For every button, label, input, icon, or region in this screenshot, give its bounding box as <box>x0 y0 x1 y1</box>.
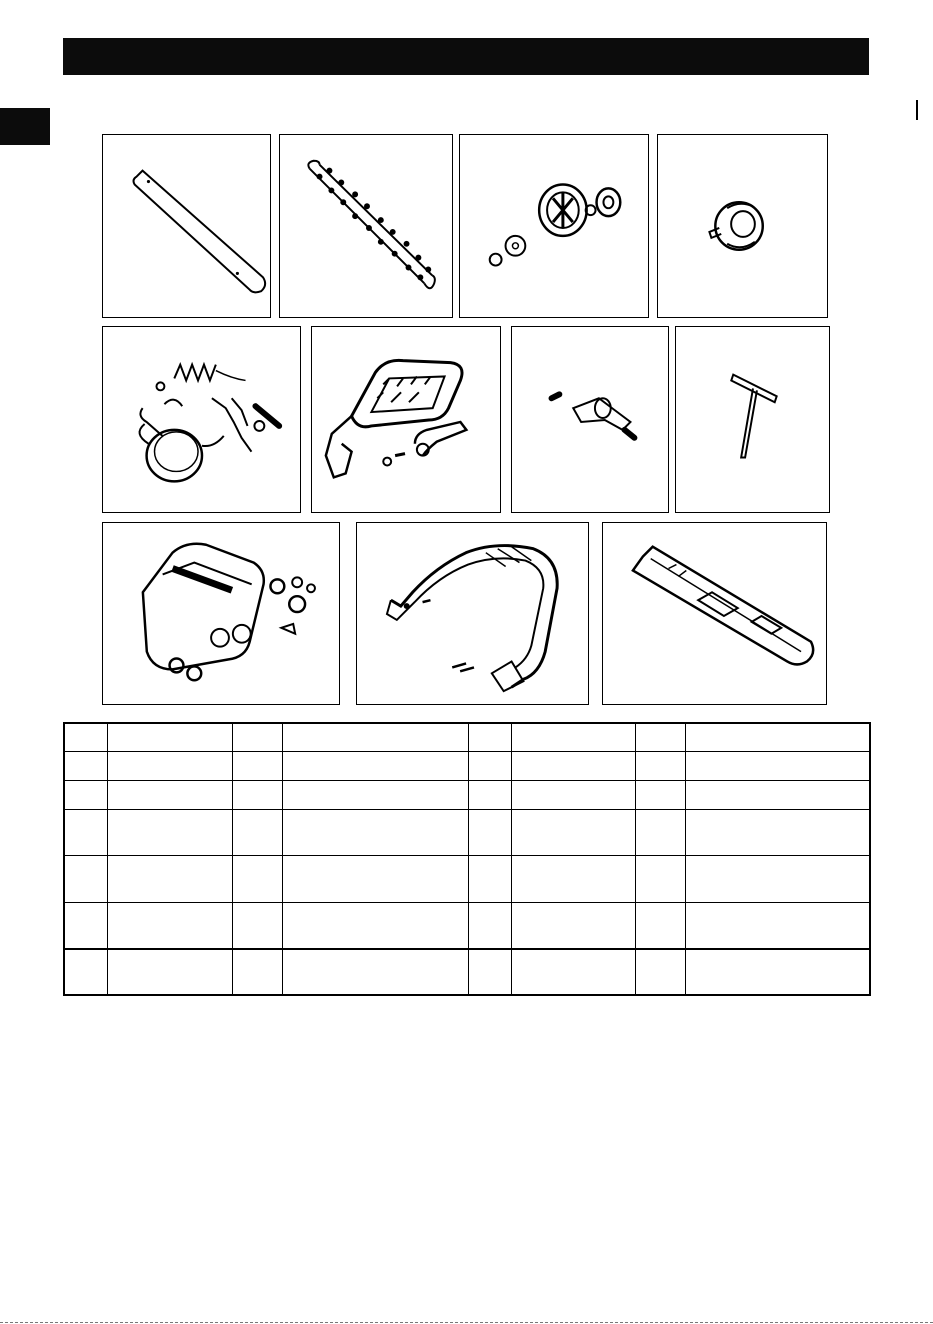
panel-bar-cover <box>602 522 827 705</box>
chain-tensioner-icon <box>512 327 668 512</box>
table-cell <box>107 751 232 780</box>
table-cell <box>232 949 282 995</box>
saw-chain-icon <box>280 135 452 317</box>
table-row <box>64 780 870 809</box>
table-cell <box>232 751 282 780</box>
table-row <box>64 902 870 949</box>
front-handle-icon <box>357 523 588 704</box>
table-cell <box>107 809 232 855</box>
panel-clutch-drum <box>459 134 649 318</box>
panel-hand-guard <box>311 326 501 513</box>
table-cell <box>685 902 870 949</box>
panel-saw-chain <box>279 134 453 318</box>
table-cell <box>635 949 685 995</box>
table-cell <box>635 809 685 855</box>
table-cell <box>468 855 511 902</box>
table-cell <box>511 949 635 995</box>
bar-cover-icon <box>603 523 826 704</box>
table-cell <box>232 855 282 902</box>
table-cell <box>511 809 635 855</box>
table-cell <box>282 902 468 949</box>
hand-guard-icon <box>312 327 500 512</box>
table-cell <box>685 855 870 902</box>
table-cell <box>107 902 232 949</box>
panel-guide-bar <box>102 134 271 318</box>
table-cell <box>64 855 107 902</box>
table-cell <box>685 780 870 809</box>
table-cell <box>511 780 635 809</box>
section-header-bar <box>63 38 869 75</box>
table-cell <box>64 809 107 855</box>
table-row <box>64 723 870 751</box>
table-cell <box>468 902 511 949</box>
table-cell <box>107 780 232 809</box>
oil-pump-icon <box>658 135 827 317</box>
table-cell <box>64 949 107 995</box>
table-cell <box>635 723 685 751</box>
guide-bar-icon <box>103 135 270 317</box>
panel-brake-parts <box>102 326 301 513</box>
table-row <box>64 809 870 855</box>
table-cell <box>635 855 685 902</box>
table-cell <box>635 780 685 809</box>
table-cell <box>511 723 635 751</box>
table-cell <box>635 751 685 780</box>
clutch-drum-sprocket-icon <box>460 135 648 317</box>
table-cell <box>64 902 107 949</box>
panel-sprocket-cover <box>102 522 340 705</box>
crop-mark <box>916 100 918 120</box>
table-cell <box>282 809 468 855</box>
panel-oil-pump <box>657 134 828 318</box>
panel-front-handle <box>356 522 589 705</box>
sprocket-cover-icon <box>103 523 339 704</box>
table-cell <box>468 780 511 809</box>
table-cell <box>64 751 107 780</box>
table-row <box>64 855 870 902</box>
table-cell <box>232 902 282 949</box>
table-cell <box>468 949 511 995</box>
table-cell <box>468 723 511 751</box>
table-cell <box>107 723 232 751</box>
table-cell <box>635 902 685 949</box>
table-cell <box>282 855 468 902</box>
panel-chain-tensioner <box>511 326 669 513</box>
table-cell <box>232 723 282 751</box>
table-cell <box>685 723 870 751</box>
table-cell <box>232 780 282 809</box>
panel-t-wrench <box>675 326 830 513</box>
table-cell <box>64 723 107 751</box>
table-cell <box>232 809 282 855</box>
table-cell <box>511 751 635 780</box>
brake-band-springs-icon <box>103 327 300 512</box>
parts-list-table <box>63 722 871 996</box>
table-cell <box>468 809 511 855</box>
table-row <box>64 751 870 780</box>
table-cell <box>282 723 468 751</box>
table-cell <box>107 949 232 995</box>
table-cell <box>511 855 635 902</box>
table-cell <box>107 855 232 902</box>
table-cell <box>511 902 635 949</box>
table-cell <box>282 780 468 809</box>
table-row <box>64 949 870 995</box>
table-cell <box>64 780 107 809</box>
table-cell <box>685 809 870 855</box>
t-wrench-icon <box>676 327 829 512</box>
table-cell <box>468 751 511 780</box>
language-side-tab <box>0 108 50 145</box>
table-cell <box>282 751 468 780</box>
table-cell <box>282 949 468 995</box>
table-cell <box>685 949 870 995</box>
table-cell <box>685 751 870 780</box>
